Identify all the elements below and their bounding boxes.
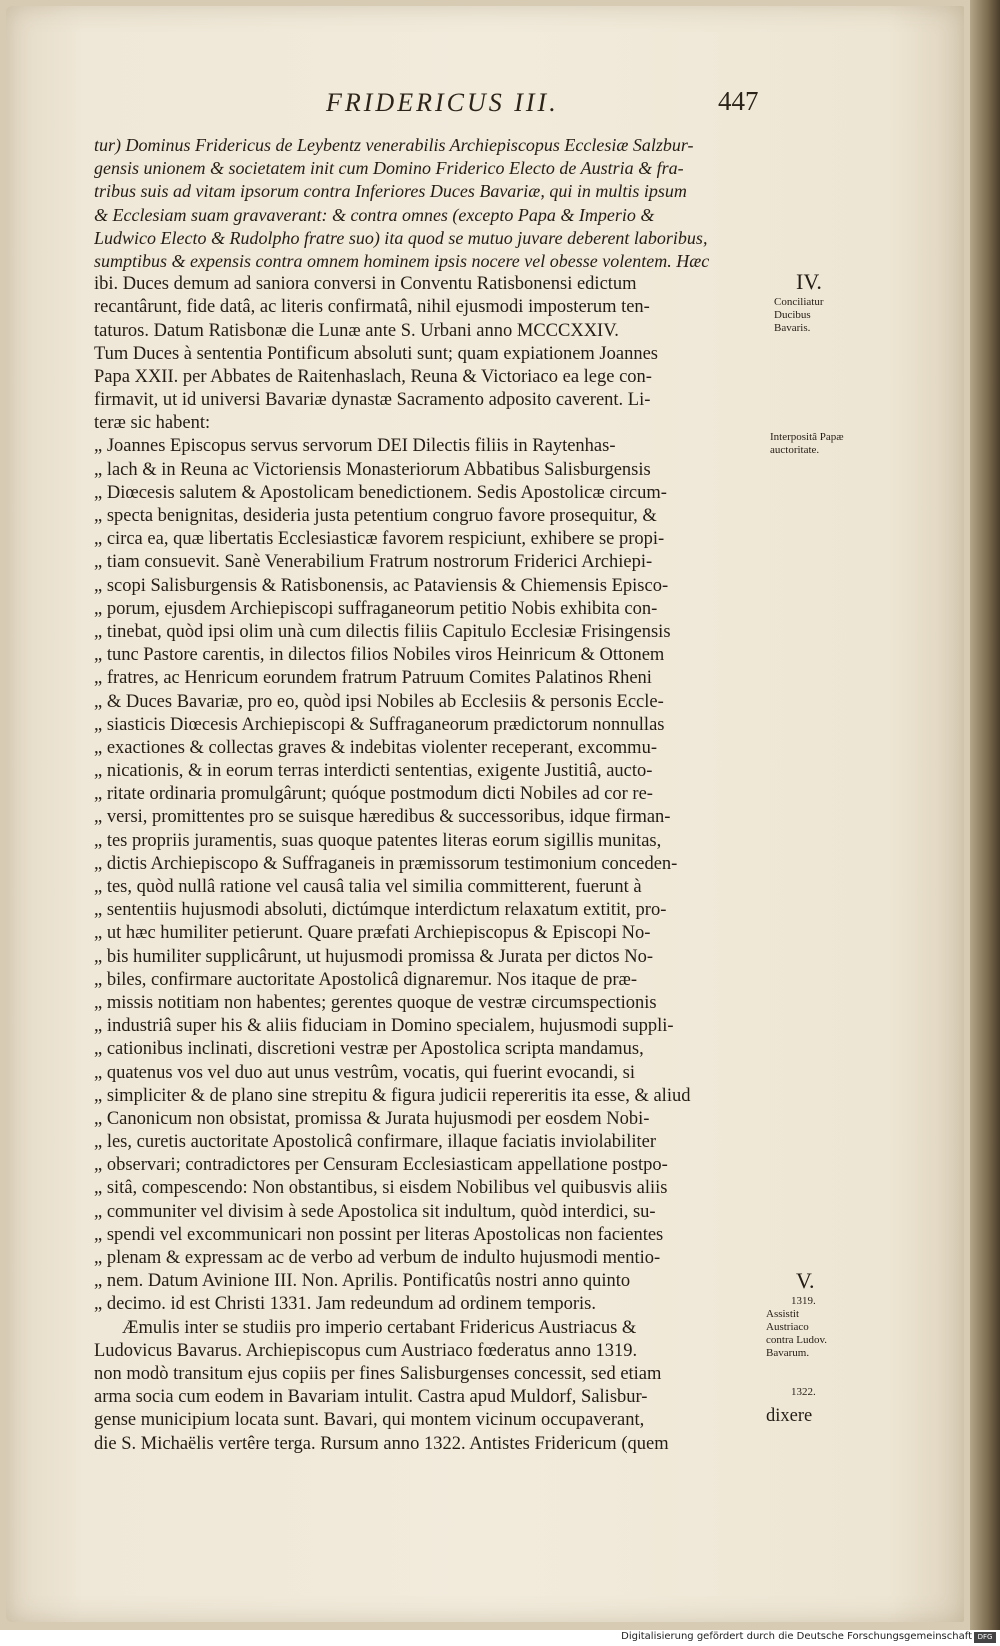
page-title: FRIDERICUS III. bbox=[326, 88, 559, 117]
text-line: gensis unionem & societatem init cum Domino Friderico Electo de Austria & fra- bbox=[94, 158, 684, 179]
text-line: „ observari; contradictores per Censuram Ecclesiasticam appellatione postpo- bbox=[94, 1155, 668, 1176]
text-line: „ tes propriis juramentis, suas quoque patentes literas eorum sigillis munitas, bbox=[94, 830, 662, 851]
text-line: taturos. Datum Ratisbonæ die Lunæ ante S. Urbani anno MCCCXXIV. bbox=[94, 320, 619, 341]
text-line: Tum Duces à sententia Pontificum absoluti sunt; quam expiationem Joannes bbox=[94, 343, 659, 364]
text-line: „ tes, quòd nullâ ratione vel causâ talia vel similia committerent, fuerunt à bbox=[94, 877, 642, 897]
text-line: Ludovicus Bavarus. Archiepiscopus cum Austriaco fœderatus anno 1319. bbox=[94, 1340, 638, 1361]
text-line: „ sitâ, compescendo: Non obstantibus, si eisdem Nobilibus vel quibusvis aliis bbox=[94, 1178, 668, 1199]
footer-credit: Digitalisierung gefördert durch die Deutsche Forschungsgemeinschaft bbox=[621, 1631, 972, 1642]
text-line: „ Canonicum non obsistat, promissa & Jurata hujusmodi per eosdem Nobi- bbox=[94, 1108, 650, 1129]
text-line: & Ecclesiam suam gravaverant: & contra omnes (excepto Papa & Imperio & bbox=[94, 204, 655, 225]
text-line: firmavit, ut id universi Bavariæ dynastæ Sacramento adposito caverent. Li- bbox=[94, 390, 651, 411]
dfg-logo-icon: DFG bbox=[974, 1632, 996, 1643]
text-line: „ fratres, ac Henricum eorundem fratrum Patruum Comites Palatinos Rheni bbox=[94, 668, 652, 689]
text-line: „ sententiis hujusmodi absoluti, dictúmque interdictum relaxatum extitit, pro- bbox=[94, 900, 667, 921]
text-line: „ simpliciter & de plano sine strepitu & figura judicii repereritis ita esse, & aliud bbox=[94, 1085, 691, 1106]
text-line: „ ritate ordinaria promulgârunt; quóque postmodum dicti Nobiles ad cor re- bbox=[94, 784, 653, 805]
running-head bbox=[6, 88, 964, 128]
text-line: „ & Duces Bavariæ, pro eo, quòd ipsi Nobiles ab Ecclesiis & personis Eccle- bbox=[94, 691, 664, 712]
catchword: dixere bbox=[766, 1406, 813, 1426]
text-line: „ nicationis, & in eorum terras interdicti sententias, exigente Justitiâ, aucto- bbox=[94, 761, 653, 782]
text-line: „ exactiones & collectas graves & indebitas violenter receperant, excommu- bbox=[94, 737, 657, 758]
text-line: „ nem. Datum Avinione III. Non. Aprilis. Pontificatûs nostri anno quinto bbox=[94, 1271, 631, 1292]
text-line: „ circa ea, quæ libertatis Ecclesiasticæ favorem respiciunt, exhibere se propi- bbox=[94, 529, 665, 550]
text-line: „ scopi Salisburgensis & Ratisbonensis, ac Pataviensis & Chiemensis Episco- bbox=[94, 575, 669, 596]
text-line: tribus suis ad vitam ipsorum contra Inferiores Duces Bavariæ, qui in multis ipsum bbox=[94, 181, 687, 202]
text-line: „ specta benignitas, desideria justa petentium congruo favore prosequitur, & bbox=[94, 506, 657, 526]
text-line: sumptibus & expensis contra omnem hominem ipsis nocere vel obesse volentem. Hæc bbox=[94, 250, 710, 271]
text-line: „ siasticis Diœcesis Archiepiscopi & Suffraganeorum prædictorum nonnullas bbox=[94, 714, 665, 735]
text-line: „ lach & in Reuna ac Victoriensis Monasteriorum Abbatibus Salisburgensis bbox=[94, 459, 651, 480]
text-line: die S. Michaëlis vertêre terga. Rursum anno 1322. Antistes Fridericum (quem bbox=[94, 1433, 669, 1454]
text-line: „ tunc Pastore carentis, in dilectos filios Nobiles viros Heinricum & Ottonem bbox=[94, 645, 665, 666]
page-number: 447 bbox=[718, 86, 759, 116]
text-line: recantârunt, fide datâ, ac literis confirmatâ, nihil ejusmodi imposterum ten- bbox=[94, 297, 650, 318]
text-line: „ plenam & expressam ac de verbo ad verbum de indulto hujusmodi mentio- bbox=[94, 1248, 661, 1268]
footer-bar bbox=[0, 1630, 1000, 1646]
text-line: tur) Dominus Fridericus de Leybentz venerabilis Archiepiscopus Ecclesiæ Salzbur- bbox=[94, 135, 694, 155]
book-gutter bbox=[970, 0, 1000, 1630]
text-line: gense municipium locata sunt. Bavari, qui montem vicinum occupaverant, bbox=[94, 1410, 645, 1431]
margin-note-year-1319: 1319. bbox=[791, 1295, 816, 1307]
text-line: „ quatenus vos vel duo aut unus vestrûm, vocatis, qui fuerint evocandi, si bbox=[94, 1062, 636, 1083]
margin-note-assistit: Assistit Austriaco contra Ludov. Bavarum. bbox=[766, 1308, 827, 1359]
text-line: non modò transitum ejus copiis per fines Salisburgenses concessit, sed etiam bbox=[94, 1363, 662, 1384]
margin-note-year-1322: 1322. bbox=[791, 1386, 816, 1398]
text-line: „ Joannes Episcopus servus servorum DEI Dilectis filiis in Raytenhas- bbox=[94, 436, 616, 457]
text-line: Ludwico Electo & Rudolpho fratre suo) ita quod se mutuo juvare deberent laboribus, bbox=[94, 227, 708, 248]
main-text bbox=[94, 134, 804, 1456]
text-line: „ versi, promittentes pro se suisque hæredibus & successoribus, idque firman- bbox=[94, 807, 671, 828]
margin-note-interposita: Interpositâ Papæ auctoritate. bbox=[770, 431, 844, 456]
text-line: „ dictis Archiepiscopo & Suffraganeis in præmissorum testimonium conceden- bbox=[94, 853, 678, 874]
text-line: „ Diœcesis salutem & Apostolicam benedictionem. Sedis Apostolicæ circum- bbox=[94, 482, 667, 503]
margin-numeral-iv: IV. bbox=[796, 269, 822, 294]
text-line: „ biles, confirmare auctoritate Apostolicâ dignaremur. Nos itaque de præ- bbox=[94, 969, 638, 990]
text-line: „ missis notitiam non habentes; gerentes quoque de vestræ circumspectionis bbox=[94, 992, 657, 1013]
text-line: „ tiam consuevit. Sanè Venerabilium Fratrum nostrorum Friderici Archiepi- bbox=[94, 552, 653, 573]
text-line: arma socia cum eodem in Bavariam intulit. Castra apud Muldorf, Salisbur- bbox=[94, 1387, 648, 1408]
text-line: „ cationibus inclinati, discretioni vestræ per Apostolica scripta mandamus, bbox=[94, 1039, 644, 1060]
text-line: Papa XXII. per Abbates de Raitenhaslach, Reuna & Victoriaco ea lege con- bbox=[94, 366, 652, 387]
text-line: „ les, curetis auctoritate Apostolicâ confirmare, illaque faciatis inviolabiliter bbox=[94, 1132, 656, 1153]
margin-numeral-v: V. bbox=[796, 1268, 815, 1293]
text-line: teræ sic habent: bbox=[94, 413, 211, 434]
text-line: Æmulis inter se studiis pro imperio certabant Fridericus Austriacus & bbox=[122, 1317, 637, 1338]
text-line: „ ut hæc humiliter petierunt. Quare præfati Archiepiscopus & Episcopi No- bbox=[94, 923, 651, 944]
text-line: „ porum, ejusdem Archiepiscopi suffraganeorum petitio Nobis exhibita con- bbox=[94, 598, 658, 619]
text-line: „ tinebat, quòd ipsi olim unà cum dilectis filiis Capitulo Ecclesiæ Frisingensis bbox=[94, 621, 671, 642]
text-line: „ spendi vel excommunicari non possint per literas Apostolicas non facientes bbox=[94, 1224, 664, 1245]
book-page bbox=[6, 6, 964, 1622]
text-line: ibi. Duces demum ad saniora conversi in Conventu Ratisbonensi edictum bbox=[94, 274, 637, 295]
text-line: „ decimo. id est Christi 1331. Jam redeundum ad ordinem temporis. bbox=[94, 1294, 596, 1315]
margin-note-conciliatur: Conciliatur Ducibus Bavaris. bbox=[774, 296, 824, 334]
text-line: „ bis humiliter supplicârunt, ut hujusmodi promissa & Jurata per dictos No- bbox=[94, 946, 654, 967]
text-line: „ communiter vel divisim à sede Apostolica sit indultum, quòd interdici, su- bbox=[94, 1201, 656, 1222]
text-line: „ industriâ super his & aliis fiduciam in Domino specialem, hujusmodi suppli- bbox=[94, 1016, 674, 1037]
